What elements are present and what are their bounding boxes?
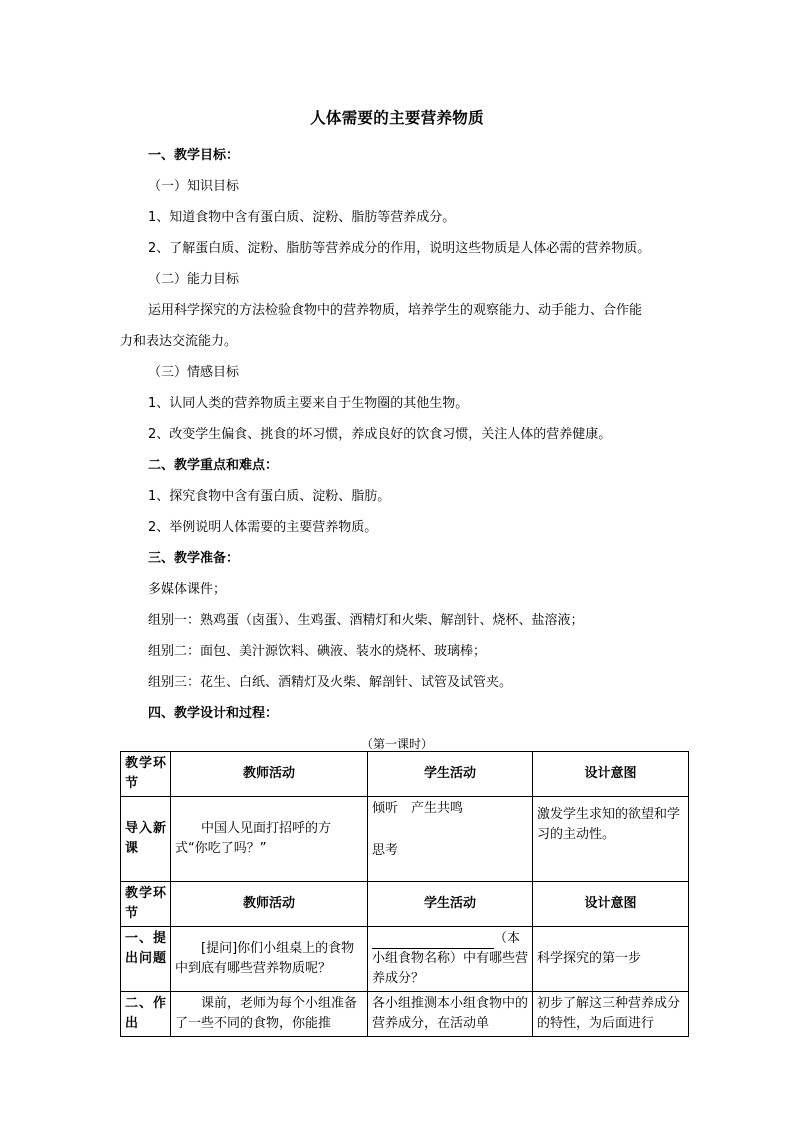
prep-group-3: 组别三：花生、白纸、酒精灯及火柴、解剖针、试管及试管夹。 <box>148 675 513 690</box>
prep-group-1: 组别一：熟鸡蛋（卤蛋）、生鸡蛋、酒精灯和火柴、解剖针、烧杯、盐溶液； <box>148 613 584 628</box>
row1-student <box>368 797 533 882</box>
key-point-2: 2、举例说明人体需要的主要营养物质。 <box>148 520 378 535</box>
row2-student-post: 小组食物名称）中有哪些营养成分？ <box>372 951 529 986</box>
table-row <box>121 992 689 1037</box>
lesson-plan-table <box>120 751 689 1037</box>
subheading-knowledge: （一）知识目标 <box>148 179 240 194</box>
key-point-1: 1、探究食物中含有蛋白质、淀粉、脂肪。 <box>148 489 391 504</box>
ability-paragraph-line2: 力和表达交流能力。 <box>120 334 238 349</box>
row2-teacher: [提问]你们小组桌上的食物中到底有哪些营养物质呢？ <box>171 927 368 992</box>
header2-intent: 设计意图 <box>533 882 689 927</box>
row3-teacher: 课前，老师为每个小组准备了一些不同的食物，你能推 <box>171 992 368 1037</box>
prep-group-2: 组别二：面包、美汁源饮料、碘液、装水的烧杯、玻璃棒； <box>148 644 487 659</box>
table-row <box>121 927 689 992</box>
emotion-item-1: 1、认同人类的营养物质主要来自于生物圈的其他生物。 <box>148 396 469 411</box>
row3-intent: 初步了解这三种营养成分的特性，为后面进行 <box>533 992 689 1037</box>
header-student: 学生活动 <box>368 752 533 797</box>
row1-student-line2: 思考 <box>372 843 399 858</box>
section-heading-preparation: 三、教学准备： <box>148 551 240 566</box>
header-stage: 教学环节 <box>121 752 171 797</box>
row2-stage: 一、提出问题 <box>121 927 171 992</box>
header2-student: 学生活动 <box>368 882 533 927</box>
row2-student-pre: （本 <box>494 931 521 946</box>
knowledge-item-1: 1、知道食物中含有蛋白质、淀粉、脂肪等营养成分。 <box>148 210 456 225</box>
row3-student: 各小组推测本小组食物中的营养成分，在活动单 <box>368 992 533 1037</box>
lesson-caption: （第一课时） <box>360 737 433 751</box>
table-header-row <box>121 752 689 797</box>
emotion-item-2: 2、改变学生偏食、挑食的坏习惯，养成良好的饮食习惯，关注人体的营养健康。 <box>148 427 612 442</box>
ability-paragraph-line1: 运用科学探究的方法检验食物中的营养物质，培养学生的观察能力、动手能力、合作能 <box>148 303 643 318</box>
prep-item-multimedia: 多媒体课件； <box>148 582 227 597</box>
section-heading-objectives: 一、教学目标： <box>148 148 240 163</box>
document-title: 人体需要的主要营养物质 <box>310 109 484 127</box>
row2-intent: 科学探究的第一步 <box>533 927 689 992</box>
table-header-row-2 <box>121 882 689 927</box>
row2-student <box>368 927 533 992</box>
row1-teacher: 中国人见面打招呼的方式“你吃了吗？” <box>171 797 368 882</box>
table-row <box>121 797 689 882</box>
subheading-emotion: （三）情感目标 <box>148 365 240 380</box>
section-heading-key-points: 二、教学重点和难点： <box>148 458 279 473</box>
header2-teacher: 教师活动 <box>171 882 368 927</box>
header-intent: 设计意图 <box>533 752 689 797</box>
section-heading-design: 四、教学设计和过程： <box>148 706 279 721</box>
header2-stage: 教学环节 <box>121 882 171 927</box>
knowledge-item-2: 2、了解蛋白质、淀粉、脂肪等营养成分的作用，说明这些物质是人体必需的营养物质。 <box>148 241 651 256</box>
row1-stage: 导入新课 <box>121 797 171 882</box>
row1-intent: 激发学生求知的欲望和学习的主动性。 <box>533 797 689 882</box>
row1-student-line1: 倾听 产生共鸣 <box>372 801 464 816</box>
row2-fill-blank <box>372 934 494 949</box>
row3-stage: 二、作出 <box>121 992 171 1037</box>
header-teacher: 教师活动 <box>171 752 368 797</box>
subheading-ability: （二）能力目标 <box>148 272 240 287</box>
